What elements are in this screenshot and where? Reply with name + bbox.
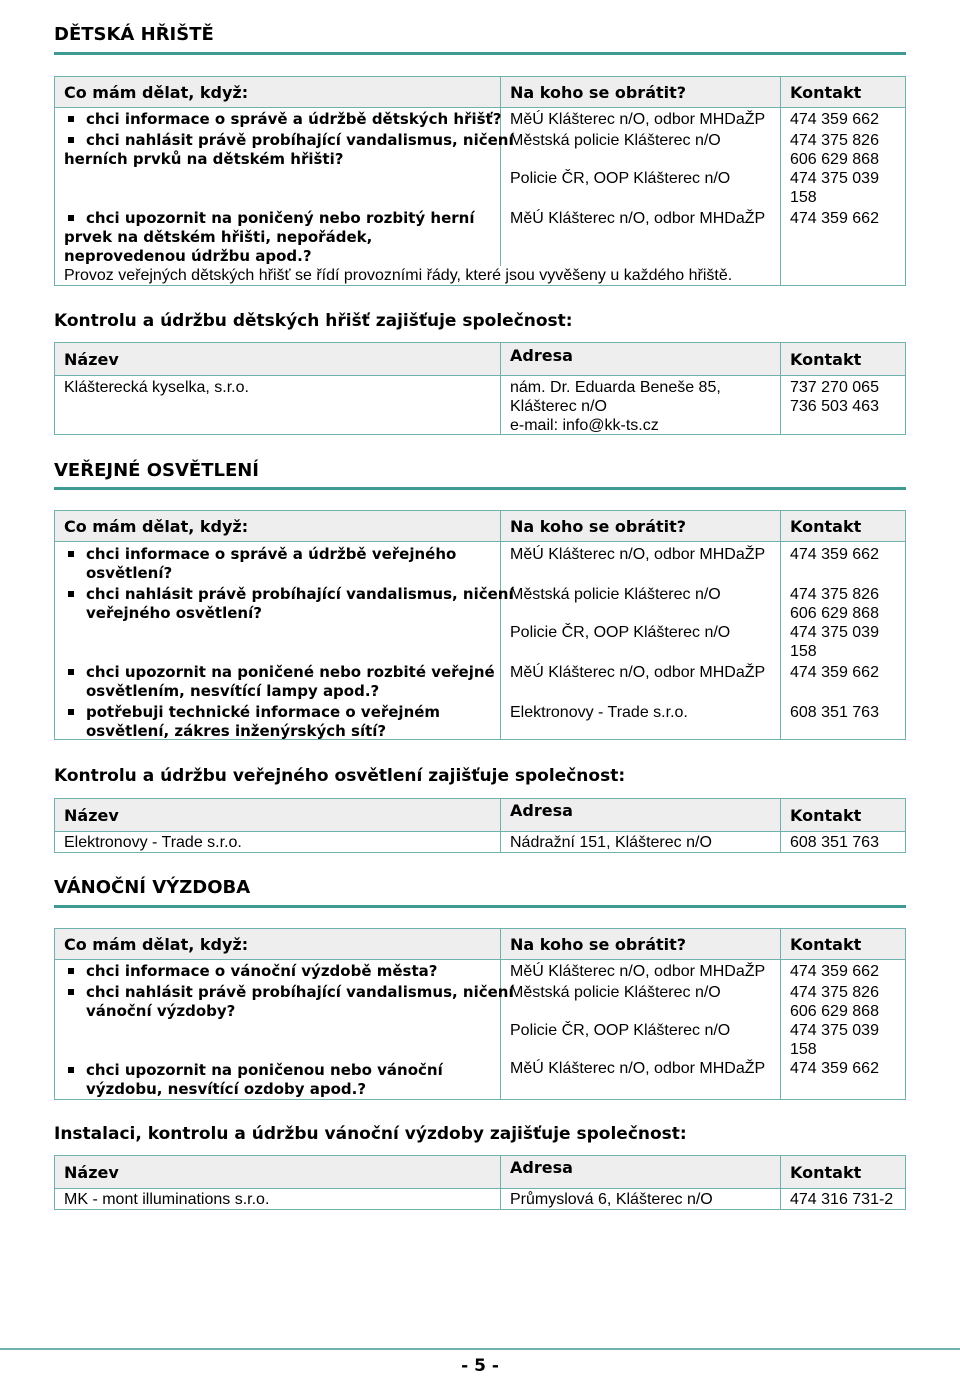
company-table [54,798,906,853]
section-title: DĚTSKÁ HŘIŠTĚ [54,24,214,45]
question-line: osvětlením, nesvítící lampy apod.? [86,682,380,700]
company-address: nám. Dr. Eduarda Beneše 85, [510,379,721,396]
question-line: vánoční výzdoby? [86,1002,236,1020]
page-number: - 5 - [461,1356,499,1376]
header-name: Název [64,1163,119,1182]
question-line: osvětlení, zákres inženýrských sítí? [86,722,387,740]
bullet-icon [68,989,74,995]
contact-text: 606 629 868 [790,151,879,168]
section-divider [54,905,906,908]
question-line: prvek na dětském hřišti, nepořádek, [64,228,373,246]
question-line: herních prvků na dětském hřišti? [64,150,344,168]
question-line: chci upozornit na poničený nebo rozbitý herní [86,209,475,227]
contact-text: 474 375 826 [790,984,879,1001]
contact-text: 158 [790,1041,817,1058]
bullet-icon [68,116,74,122]
header-address: Adresa [510,801,573,820]
question-line: potřebuji technické informace o veřejném [86,703,441,721]
header-name: Název [64,806,119,825]
section-title: VÁNOČNÍ VÝZDOBA [54,877,251,898]
bullet-icon [68,137,74,143]
header-address: Adresa [510,346,573,365]
question-line: chci nahlásit právě probíhající vandalismus, ničení [86,131,514,149]
contact-text: 474 359 662 [790,664,879,681]
header-what: Co mám dělat, když: [64,517,249,536]
who-text: MěÚ Klášterec n/O, odbor MHDaŽP [510,210,766,227]
footer-divider [0,1348,960,1350]
who-text: Policie ČR, OOP Klášterec n/O [510,170,731,187]
bullet-icon [68,215,74,221]
header-what: Co mám dělat, když: [64,83,249,102]
who-text: Policie ČR, OOP Klášterec n/O [510,1022,731,1039]
company-name: MK - mont illuminations s.r.o. [64,1191,270,1208]
contact-table [54,510,906,740]
contact-text: 158 [790,189,817,206]
header-contact: Kontakt [790,806,862,825]
company-address: Průmyslová 6, Klášterec n/O [510,1191,713,1208]
company-contact: 474 316 731-2 [790,1191,894,1208]
header-contact: Kontakt [790,935,862,954]
contact-text: 474 375 039 [790,624,879,641]
who-text: MěÚ Klášterec n/O, odbor MHDaŽP [510,963,766,980]
contact-text: 474 375 039 [790,1022,879,1039]
bullet-icon [68,591,74,597]
company-contact: 737 270 065 [790,379,879,396]
contact-text: 158 [790,643,817,660]
who-text: Elektronovy - Trade s.r.o. [510,704,688,721]
company-table [54,342,906,435]
bullet-icon [68,709,74,715]
section-divider [54,52,906,55]
table-header [55,1156,905,1189]
company-email: e-mail: info@kk-ts.cz [510,417,659,434]
note-text: Provoz veřejných dětských hřišť se řídí provozními řády, které jsou vyvěšeny u každého hřiště. [64,266,736,285]
who-text: Městská policie Klášterec n/O [510,984,721,1001]
header-who: Na koho se obrátit? [510,517,687,536]
who-text: MěÚ Klášterec n/O, odbor MHDaŽP [510,1060,766,1077]
company-contact: 736 503 463 [790,398,879,415]
table-header [55,343,905,376]
company-address: Klášterec n/O [510,398,607,415]
bullet-icon [68,669,74,675]
contact-text: 606 629 868 [790,1003,879,1020]
bullet-icon [68,968,74,974]
header-who: Na koho se obrátit? [510,935,687,954]
header-address: Adresa [510,1158,573,1177]
question-line: chci nahlásit právě probíhající vandalismus, ničení [86,983,514,1001]
who-text: Městská policie Klášterec n/O [510,586,721,603]
header-name: Název [64,350,119,369]
question-line: chci upozornit na poničenou nebo vánoční [86,1061,443,1079]
question-line: chci informace o správě a údržbě dětských hřišť? [86,110,502,128]
header-contact: Kontakt [790,517,862,536]
contact-table [54,928,906,1100]
who-text: MěÚ Klášterec n/O, odbor MHDaŽP [510,664,766,681]
header-contact: Kontakt [790,83,862,102]
company-contact: 608 351 763 [790,834,879,851]
who-text: Policie ČR, OOP Klášterec n/O [510,624,731,641]
section-title: VEŘEJNÉ OSVĚTLENÍ [54,460,260,481]
contact-text: 608 351 763 [790,704,879,721]
header-contact: Kontakt [790,350,862,369]
contact-text: 474 359 662 [790,111,879,128]
table-header [55,799,905,832]
company-heading: Kontrolu a údržbu dětských hřišť zajišťuje společnost: [54,311,573,331]
question-line: chci informace o správě a údržbě veřejného [86,545,457,563]
who-text: Městská policie Klášterec n/O [510,132,721,149]
company-name: Elektronovy - Trade s.r.o. [64,834,242,851]
question-line: chci nahlásit právě probíhající vandalismus, ničení [86,585,514,603]
contact-text: 474 359 662 [790,963,879,980]
contact-table [54,76,906,286]
who-text: MěÚ Klášterec n/O, odbor MHDaŽP [510,546,766,563]
company-heading: Instalaci, kontrolu a údržbu vánoční výzdoby zajišťuje společnost: [54,1124,687,1144]
question-line: neprovedenou údržbu apod.? [64,247,312,265]
contact-text: 606 629 868 [790,605,879,622]
question-line: osvětlení? [86,564,173,582]
question-line: veřejného osvětlení? [86,604,262,622]
contact-text: 474 375 039 [790,170,879,187]
header-who: Na koho se obrátit? [510,83,687,102]
contact-text: 474 359 662 [790,546,879,563]
contact-text: 474 375 826 [790,586,879,603]
contact-text: 474 375 826 [790,132,879,149]
company-table [54,1155,906,1210]
who-text: MěÚ Klášterec n/O, odbor MHDaŽP [510,111,766,128]
question-line: chci informace o vánoční výzdobě města? [86,962,438,980]
header-what: Co mám dělat, když: [64,935,249,954]
contact-text: 474 359 662 [790,210,879,227]
header-contact: Kontakt [790,1163,862,1182]
company-heading: Kontrolu a údržbu veřejného osvětlení zajišťuje společnost: [54,766,626,786]
company-address: Nádražní 151, Klášterec n/O [510,834,712,851]
contact-text: 474 359 662 [790,1060,879,1077]
section-divider [54,487,906,490]
question-line: chci upozornit na poničené nebo rozbité veřejné [86,663,495,681]
question-line: výzdobu, nesvítící ozdoby apod.? [86,1080,367,1098]
bullet-icon [68,551,74,557]
bullet-icon [68,1067,74,1073]
company-name: Klášterecká kyselka, s.r.o. [64,379,249,396]
